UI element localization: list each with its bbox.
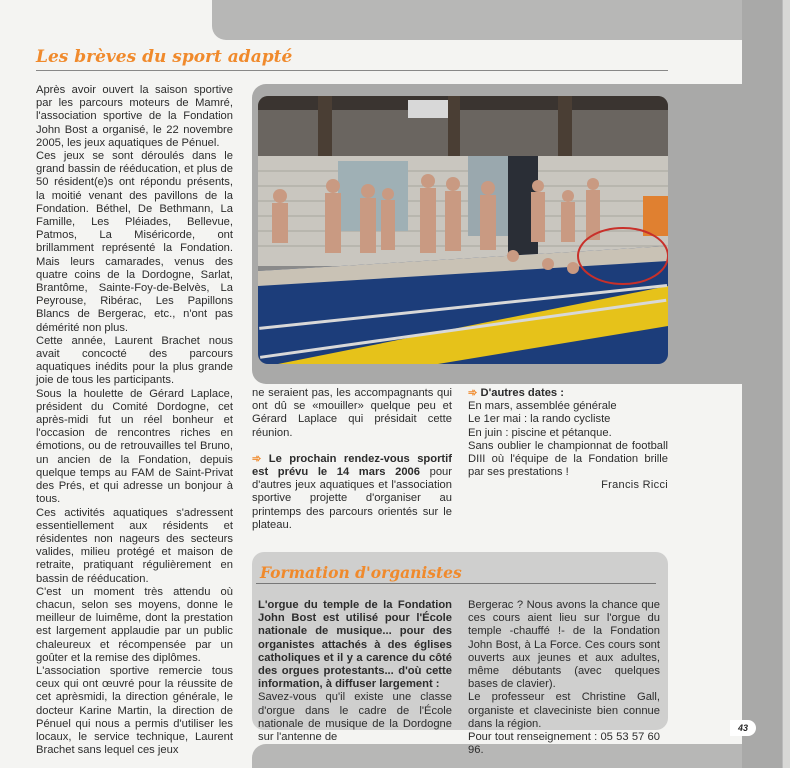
arrow-icon: ➾	[468, 387, 478, 399]
article-title: Les brèves du sport adapté	[36, 47, 293, 67]
date-line: Le 1er mai : la rando cycliste	[468, 413, 611, 426]
arrow-icon: ➾	[252, 452, 262, 465]
pool-photo-drawing	[258, 96, 668, 364]
column-3	[468, 387, 668, 493]
col2-paragraph: ne seraient pas, les accompagnants qui ont dû se «mouiller» quelque peu et Gérard Laplace qui présidait cette réunion.	[252, 387, 452, 439]
box-right-column	[468, 599, 660, 757]
pool-photo	[258, 96, 668, 364]
signature: Francis Ricci	[601, 479, 668, 492]
col3-heading	[468, 387, 668, 400]
col2-rest: pour d'autres jeux aquatiques et l'association sportive projette d'organiser au printemps des parcours orientés sur le plateau.	[252, 466, 452, 531]
box-title-rule	[256, 583, 656, 584]
page-number: 43	[730, 720, 756, 736]
box-left-rest: Savez-vous qu'il existe une classe d'orgue dans le cadre de l'École nationale de musique de la Dordogne sur l'antenne de	[258, 691, 452, 744]
col3-paragraph: Sans oublier le championnat de football DIII où l'équipe de la Fondation brille par ses prestations !	[468, 439, 668, 479]
box-left-bold: L'orgue du temple de la Fondation John Bost est utilisé pour l'École nationale de musique... pour des organistes attachés à des églises catholiques et il y a carence du côté des orgues protestants... d'où cette information, à diffuser largement :	[258, 599, 452, 691]
box-right-paragraph: Pour tout renseignement : 05 53 57 60 96.	[468, 731, 660, 757]
col1-paragraph: L'association sportive remercie tous ceux qui ont œuvré pour la réussite de cet aprèsmidi, la direction générale, le docteur Karine Martin, la direction de Pénuel qui nous a permis d'utiliser les locaux, le service technique, Laurent Brachet sans lequel ces jeux	[36, 664, 233, 757]
col1-paragraph: Après avoir ouvert la saison sportive par les parcours moteurs de Mamré, l'association sportive de la Fondation John Bost a organisé, le 22 novembre 2005, les jeux aquatiques de Pénuel.	[36, 84, 233, 149]
box-left-column	[258, 599, 452, 744]
col2-next-event	[252, 453, 452, 532]
date-line: En juin : piscine et pétanque.	[468, 426, 612, 439]
column-2	[252, 387, 452, 532]
box-title: Formation d'organistes	[260, 563, 462, 582]
col2-bold: Le prochain rendez-vous sportif est prévu le 14 mars 2006	[252, 452, 452, 479]
col1-paragraph: Ces activités aquatiques s'adressent essentiellement aux résidents et résidentes non nageurs des secteurs valides, milieu protégé et maison de retraite, pratiquant régulièrement en bassin de rééducation.	[36, 506, 233, 585]
col1-paragraph: Ces jeux se sont déroulés dans le grand bassin de rééducation, et plus de 50 résident(e)s ont répondu présents, la moitié venant des pavillons de la Fondation. Béthel, De Bethmann, La Famille, Les Pléiades, Bellevue, Patmos, La Miséricorde, ont brillamment représenté la Fondation. Mais leurs camarades, venus des quatre coins de la Dordogne, Sarlat, Brantôme, Sainte-Foy-de-Belvès, La Peyrouse, Ribérac, Les Papillons Blancs de Bergerac, etc., n'ont pas démérité non plus.	[36, 150, 233, 334]
right-gray-band	[742, 0, 782, 768]
col1-paragraph: Cette année, Laurent Brachet nous avait concocté des parcours aquatiques inédits pour la plus grande joie de tous les participants.	[36, 334, 233, 387]
box-right-paragraph: Le professeur est Christine Gall, organiste et claveciniste bien connue dans la région.	[468, 691, 660, 730]
box-right-paragraph: Bergerac ? Nous avons la chance que ces cours aient lieu sur l'orgue du temple -chauffé !- de la Fondation John Bost, à La Force. Ces cours sont ouverts aux jeunes et aux adultes, même débutants (avec quelques bases de clavier).	[468, 599, 660, 691]
date-line: En mars, assemblée générale	[468, 400, 617, 413]
col1-paragraph: C'est un moment très attendu où chacun, selon ses moyens, donne le meilleur de luimême, dont la prestation est largement applaudie par un public chaleureux et récompensée par un goûter et la remise des diplômes.	[36, 585, 233, 664]
top-gray-band	[212, 0, 748, 40]
page-spine	[782, 0, 790, 768]
column-1	[36, 84, 233, 757]
other-dates-heading: D'autres dates :	[480, 387, 564, 399]
col1-paragraph: Sous la houlette de Gérard Laplace, président du Comité Dordogne, cet après-midi fut un réel bonheur et l'occasion de rencontres riches en émotions, ou de retrouvailles tel Bruno, un ancien de la Fondation, depuis quelque temps au FAM de Saint-Privat des Prés, et qui adresse un bonjour à tous.	[36, 387, 233, 506]
title-rule	[36, 70, 668, 71]
